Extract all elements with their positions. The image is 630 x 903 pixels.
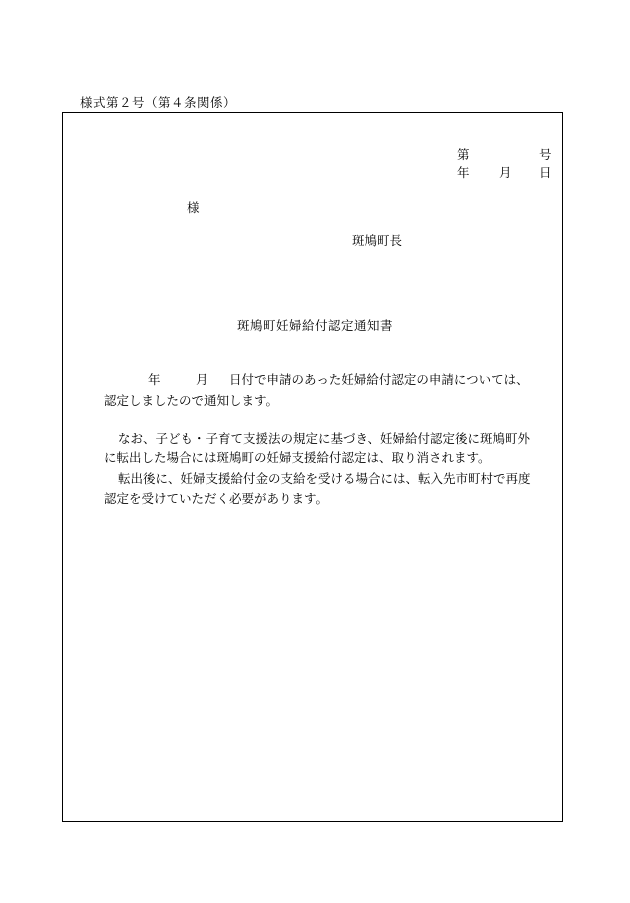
number-prefix: 第 bbox=[457, 147, 470, 162]
recipient-suffix: 様 bbox=[187, 200, 200, 215]
form-number-label: 様式第２号（第４条関係） bbox=[80, 95, 237, 110]
date-year: 年 bbox=[457, 165, 470, 180]
paragraph1-month: 月 bbox=[196, 372, 209, 387]
paragraph3-line2: 認定を受けていただく必要があります。 bbox=[104, 491, 329, 506]
document-title: 斑鳩町妊婦給付認定通知書 bbox=[236, 318, 393, 333]
date-month: 月 bbox=[499, 165, 512, 180]
paragraph2-line1: なお、子ども・子育て支援法の規定に基づき、妊婦給付認定後に斑鳩町外 bbox=[118, 431, 531, 446]
issuer-name: 斑鳩町長 bbox=[352, 233, 403, 248]
number-suffix: 号 bbox=[539, 147, 552, 162]
paragraph3-line1: 転出後に、妊婦支援給付金の支給を受ける場合には、転入先市町村で再度 bbox=[118, 471, 531, 486]
paragraph1-line2: 認定しましたので通知します。 bbox=[104, 393, 279, 408]
document-frame bbox=[62, 112, 563, 822]
paragraph1-rest: 日付で申請のあった妊婦給付認定の申請については、 bbox=[229, 372, 529, 387]
date-day: 日 bbox=[539, 165, 552, 180]
paragraph2-line2: に転出した場合には斑鳩町の妊婦支援給付認定は、取り消されます。 bbox=[104, 450, 491, 465]
paragraph1-year: 年 bbox=[148, 372, 161, 387]
